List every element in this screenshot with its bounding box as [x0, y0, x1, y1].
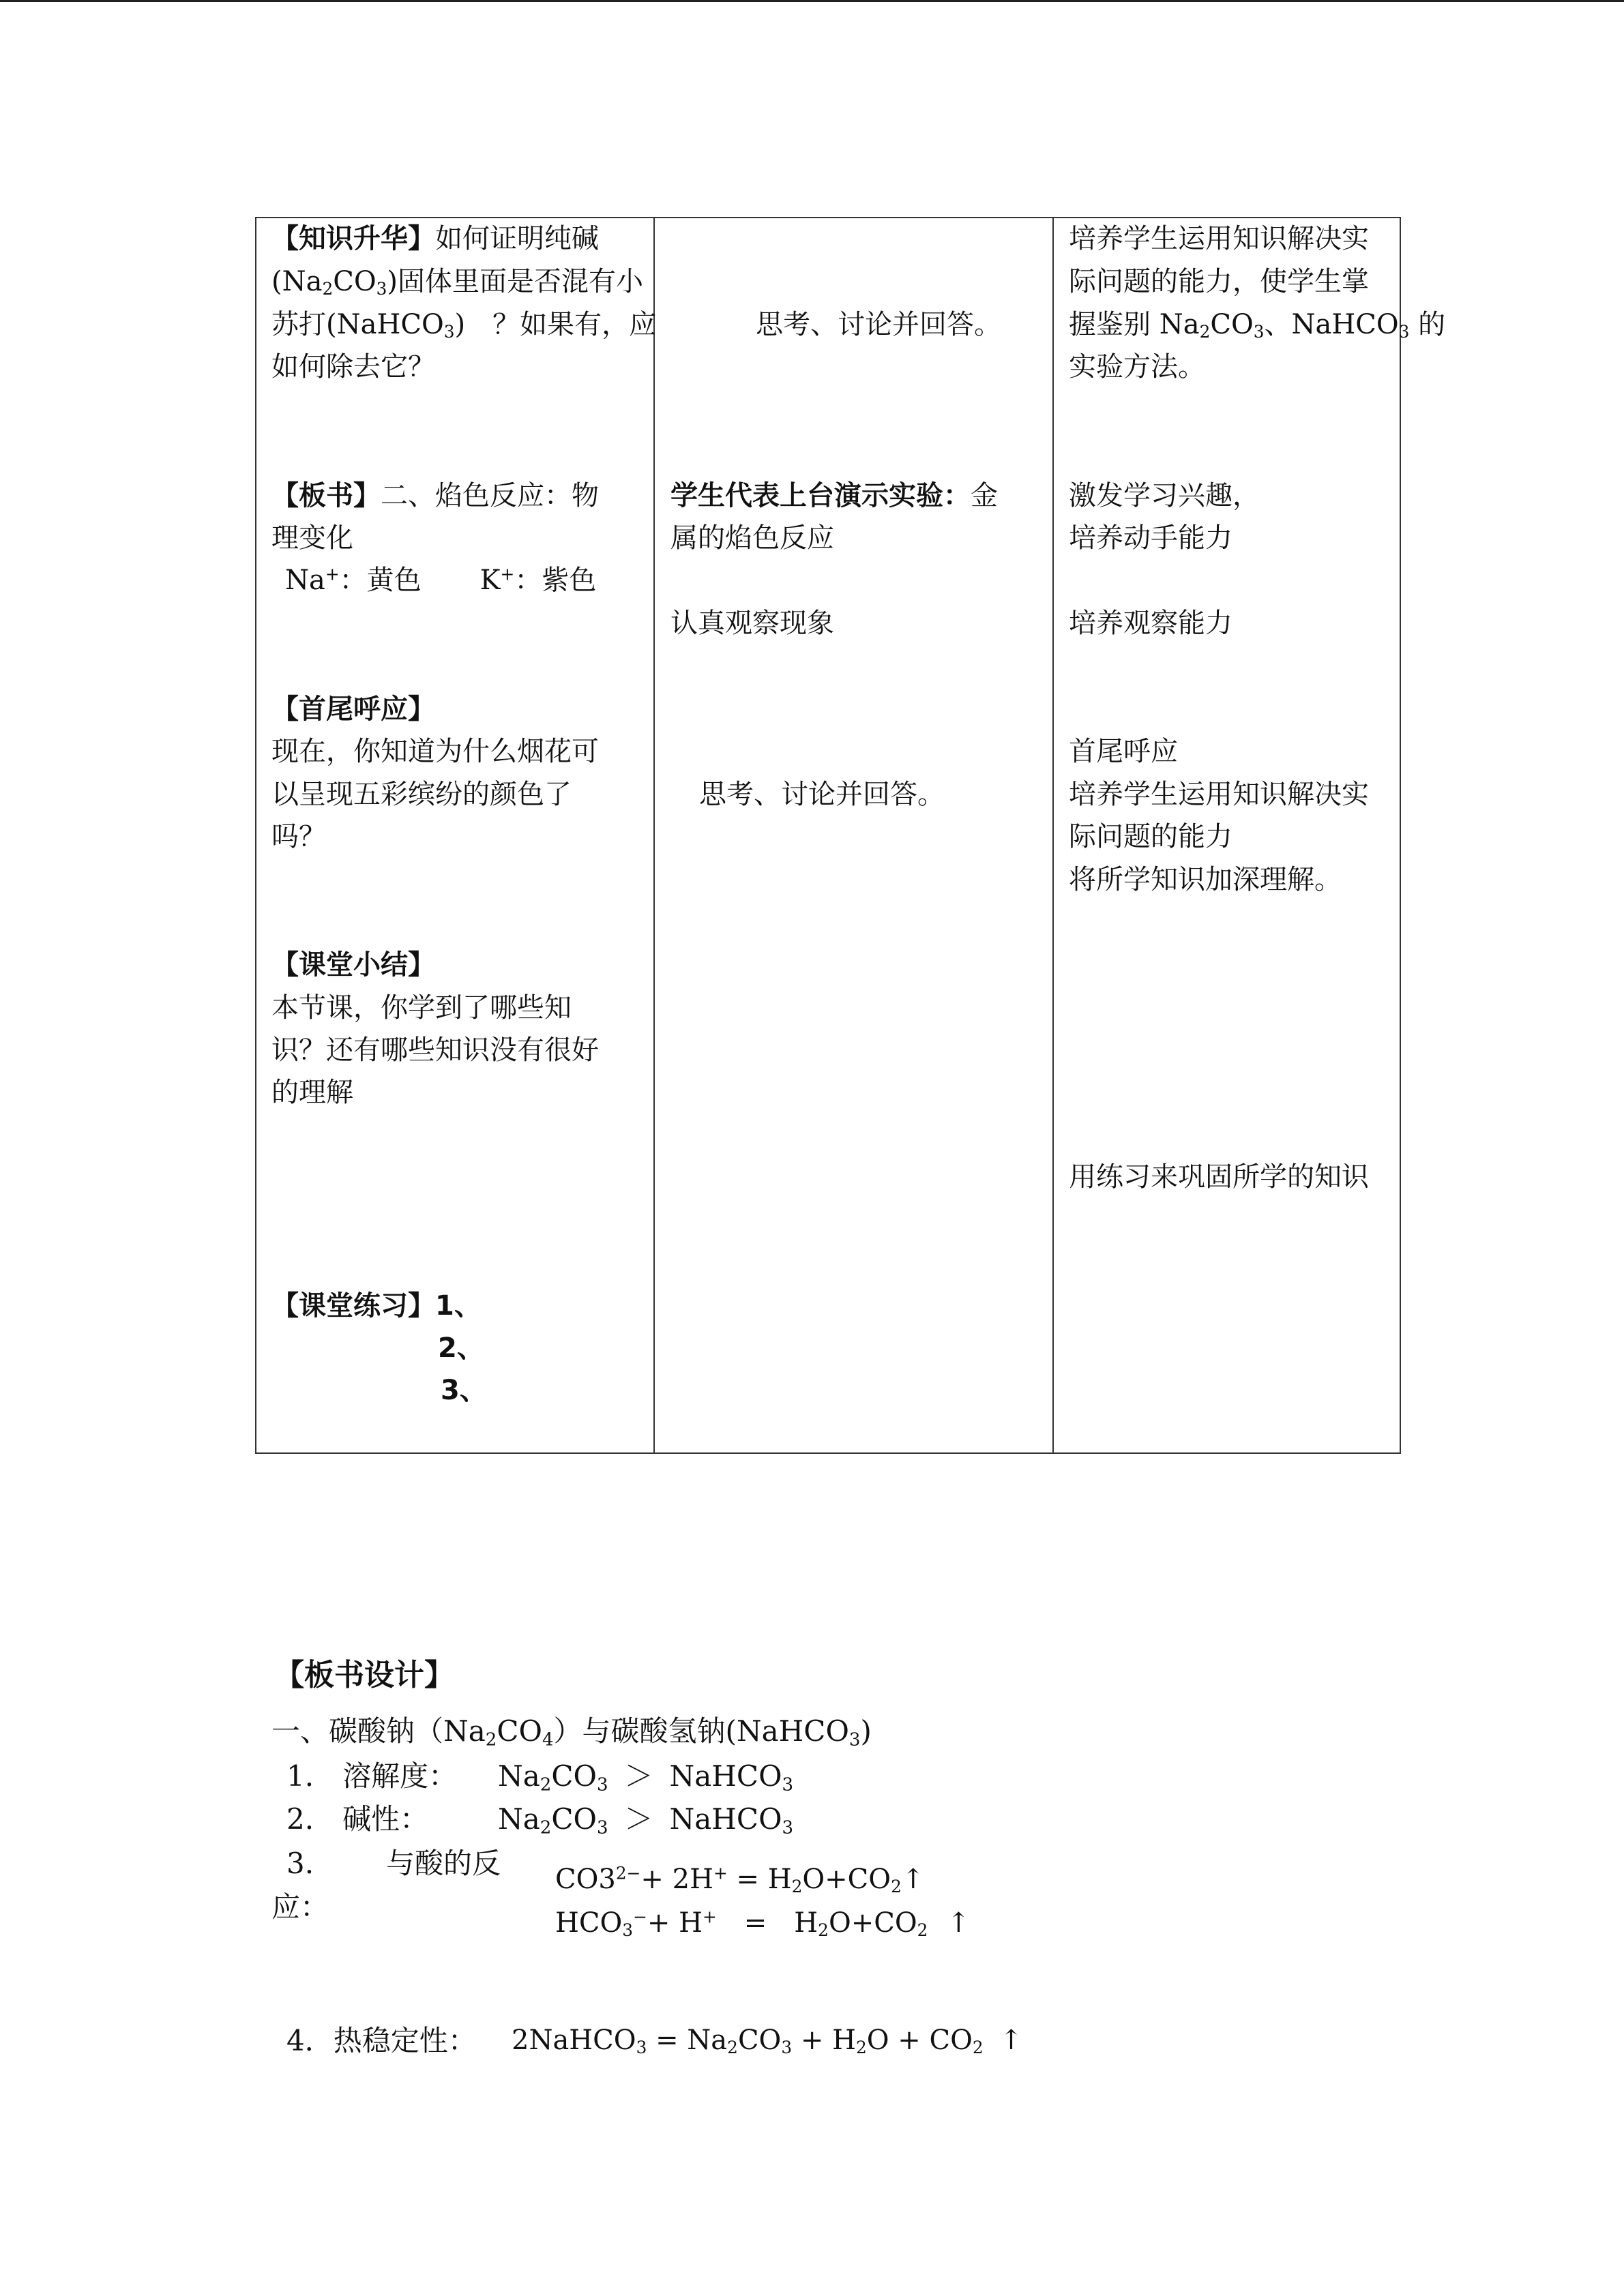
knowledge-paragraph-line2: $(Na_2CO_3)$固体里面是否混有小	[271, 266, 644, 299]
goal1-line3: 握鉴别 $Na_2CO_3$、NaHCO$_3$ 的	[1069, 309, 1446, 342]
knowledge-paragraph-line4: 如何除去它？	[271, 351, 435, 383]
practice-line1: 【课堂练习】1、	[271, 1290, 482, 1322]
summary-text-line1: 本节课，你学到了哪些知	[271, 992, 572, 1024]
student-demo-line2: 属的焰色反应	[670, 522, 834, 554]
goal2-line2: 培养动手能力	[1069, 522, 1232, 554]
goal1-line1: 培养学生运用知识解决实	[1069, 223, 1369, 254]
equation-acid-carbonate: $CO3^{2-}+ 2H^+$ = $H_2O+CO_2↑$	[555, 1863, 925, 1897]
echo-title: 【首尾呼应】	[271, 694, 435, 725]
board-line2: 理变化	[271, 522, 353, 554]
board-title: 【板书】	[271, 480, 381, 511]
student-activity-think-1: 思考、讨论并回答。	[756, 309, 1001, 340]
design-item3-num: 3.	[286, 1847, 314, 1880]
design-item2-label: 2. 碱性：	[286, 1802, 429, 1836]
goal1-line2: 际问题的能力，使学生掌	[1069, 266, 1369, 297]
echo-text-line3: 吗？	[271, 821, 326, 852]
equation-thermal-decomposition: 2NaHCO$_3$ = $Na_2CO_3 + H_2O + CO_2$ ↑	[512, 2025, 1023, 2058]
practice-title: 【课堂练习】	[271, 1290, 435, 1322]
goal2-line1: 激发学习兴趣，	[1069, 480, 1260, 511]
goal4-line3: 际问题的能力	[1069, 821, 1232, 852]
column-divider-2	[1052, 217, 1054, 1454]
goal4-line4: 将所学知识加深理解。	[1069, 864, 1342, 895]
design-item3-label2: 应：	[271, 1890, 329, 1924]
gas-arrow-icon: ↑	[901, 1864, 925, 1895]
echo-text-line1: 现在，你知道为什么烟花可	[271, 736, 599, 767]
student-activity-think-2: 思考、讨论并回答。	[699, 779, 945, 810]
ion-colors: Na+：黄色 K+：紫色	[285, 564, 597, 596]
design-item4-label: 4．热稳定性：	[286, 2024, 477, 2057]
summary-title: 【课堂小结】	[271, 949, 435, 981]
design-item2-compare: $Na_2CO_3$ ＞ NaHCO$_3$	[498, 1802, 794, 1838]
practice-item-2: 2、	[438, 1332, 484, 1364]
column-divider-1	[653, 217, 655, 1454]
student-demo-line1: 学生代表上台演示实验：金	[670, 480, 998, 511]
knowledge-title: 【知识升华】	[271, 223, 435, 254]
gas-arrow-icon: ↑	[947, 1907, 970, 1939]
student-observe: 认真观察现象	[670, 608, 834, 639]
knowledge-paragraph-line3: 苏打(NaHCO$_3$) ？如果有，应	[271, 309, 657, 342]
design-item1-label: 1. 溶解度：	[286, 1759, 458, 1793]
board-design-title: 【板书设计】	[274, 1658, 454, 1693]
design-line1: 一、碳酸钠$(Na_2CO_4)$与碳酸氢钠(NaHCO$_3$)	[271, 1714, 872, 1750]
knowledge-paragraph-line1: 【知识升华】如何证明纯碱	[271, 223, 599, 254]
goal5: 用练习来巩固所学的知识	[1069, 1161, 1369, 1193]
summary-text-line3: 的理解	[271, 1077, 353, 1108]
goal1-line4: 实验方法。	[1069, 351, 1205, 383]
summary-text-line2: 识？还有哪些知识没有很好	[271, 1034, 599, 1066]
design-item1-compare: $Na_2CO_3$ ＞ NaHCO$_3$	[498, 1759, 794, 1795]
design-item3-label: 与酸的反	[386, 1847, 501, 1880]
echo-text-line2: 以呈现五彩缤纷的颜色了	[271, 779, 572, 810]
equation-acid-bicarbonate: $HCO_3^-+ H^+$ = $H_2O+CO_2$ ↑	[555, 1907, 970, 1941]
gas-arrow-icon: ↑	[999, 2025, 1023, 2056]
page-top-border	[0, 0, 1624, 2]
goal4-line2: 培养学生运用知识解决实	[1069, 779, 1369, 810]
goal4-line1: 首尾呼应	[1069, 736, 1178, 767]
goal3: 培养观察能力	[1069, 608, 1232, 639]
practice-item-3: 3、	[441, 1375, 487, 1406]
board-line1: 【板书】二、焰色反应：物	[271, 480, 599, 511]
